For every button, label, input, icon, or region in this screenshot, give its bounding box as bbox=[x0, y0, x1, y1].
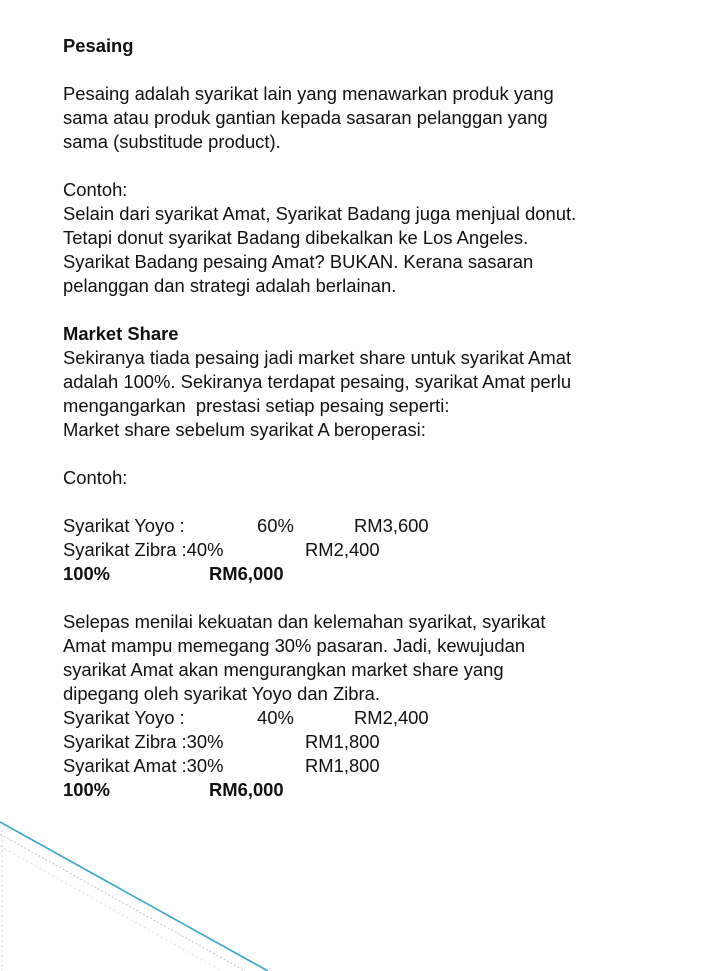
share-amount: RM1,800 bbox=[305, 755, 380, 776]
share-amount: RM2,400 bbox=[354, 707, 429, 728]
company-name: Syarikat Yoyo : bbox=[63, 707, 185, 728]
company-name: Syarikat Zibra :30% bbox=[63, 731, 224, 752]
paragraph-line: Selepas menilai kekuatan dan kelemahan syarikat, syarikat bbox=[63, 611, 546, 632]
section-heading-pesaing: Pesaing bbox=[63, 35, 134, 56]
example-label: Contoh: bbox=[63, 467, 128, 488]
market-share-row bbox=[63, 706, 713, 730]
share-amount: RM3,600 bbox=[354, 515, 429, 536]
market-share-total-row bbox=[63, 778, 713, 802]
total-amount: RM6,000 bbox=[209, 779, 284, 800]
market-share-row bbox=[63, 754, 713, 778]
share-amount: RM2,400 bbox=[305, 539, 380, 560]
market-share-row bbox=[63, 514, 713, 538]
paragraph-line: syarikat Amat akan mengurangkan market share yang bbox=[63, 659, 504, 680]
dotted-diagonal-line bbox=[0, 846, 222, 971]
paragraph-line: Amat mampu memegang 30% pasaran. Jadi, kewujudan bbox=[63, 635, 526, 656]
paragraph-line: dipegang oleh syarikat Yoyo dan Zibra. bbox=[63, 683, 380, 704]
paragraph-line: mengangarkan prestasi setiap pesaing seperti: bbox=[63, 395, 450, 416]
market-share-total-row bbox=[63, 562, 713, 586]
company-name: Syarikat Yoyo : bbox=[63, 515, 185, 536]
paragraph-line: sama (substitude product). bbox=[63, 131, 281, 152]
company-name: Syarikat Amat :30% bbox=[63, 755, 224, 776]
paragraph-line: adalah 100%. Sekiranya terdapat pesaing, syarikat Amat perlu bbox=[63, 371, 572, 392]
paragraph-line: sama atau produk gantian kepada sasaran pelanggan yang bbox=[63, 107, 548, 128]
share-percent: 60% bbox=[257, 515, 294, 536]
total-percent: 100% bbox=[63, 779, 111, 800]
document-page bbox=[63, 34, 713, 802]
paragraph-line: Pesaing adalah syarikat lain yang menawarkan produk yang bbox=[63, 83, 554, 104]
company-name: Syarikat Zibra :40% bbox=[63, 539, 224, 560]
total-amount: RM6,000 bbox=[209, 563, 284, 584]
accent-diagonal-line bbox=[0, 822, 268, 971]
paragraph-line: Sekiranya tiada pesaing jadi market share untuk syarikat Amat bbox=[63, 347, 572, 368]
paragraph-line: pelanggan dan strategi adalah berlainan. bbox=[63, 275, 397, 296]
paragraph-line: Selain dari syarikat Amat, Syarikat Badang juga menjual donut. bbox=[63, 203, 577, 224]
section-heading-market-share: Market Share bbox=[63, 323, 179, 344]
paragraph-line: Syarikat Badang pesaing Amat? BUKAN. Kerana sasaran bbox=[63, 251, 534, 272]
paragraph-line: Tetapi donut syarikat Badang dibekalkan ke Los Angeles. bbox=[63, 227, 529, 248]
paragraph-line: Market share sebelum syarikat A beroperasi: bbox=[63, 419, 426, 440]
example-label: Contoh: bbox=[63, 179, 128, 200]
dotted-diagonal-line bbox=[0, 834, 245, 971]
market-share-row bbox=[63, 538, 713, 562]
total-percent: 100% bbox=[63, 563, 111, 584]
share-amount: RM1,800 bbox=[305, 731, 380, 752]
market-share-row bbox=[63, 730, 713, 754]
share-percent: 40% bbox=[257, 707, 294, 728]
